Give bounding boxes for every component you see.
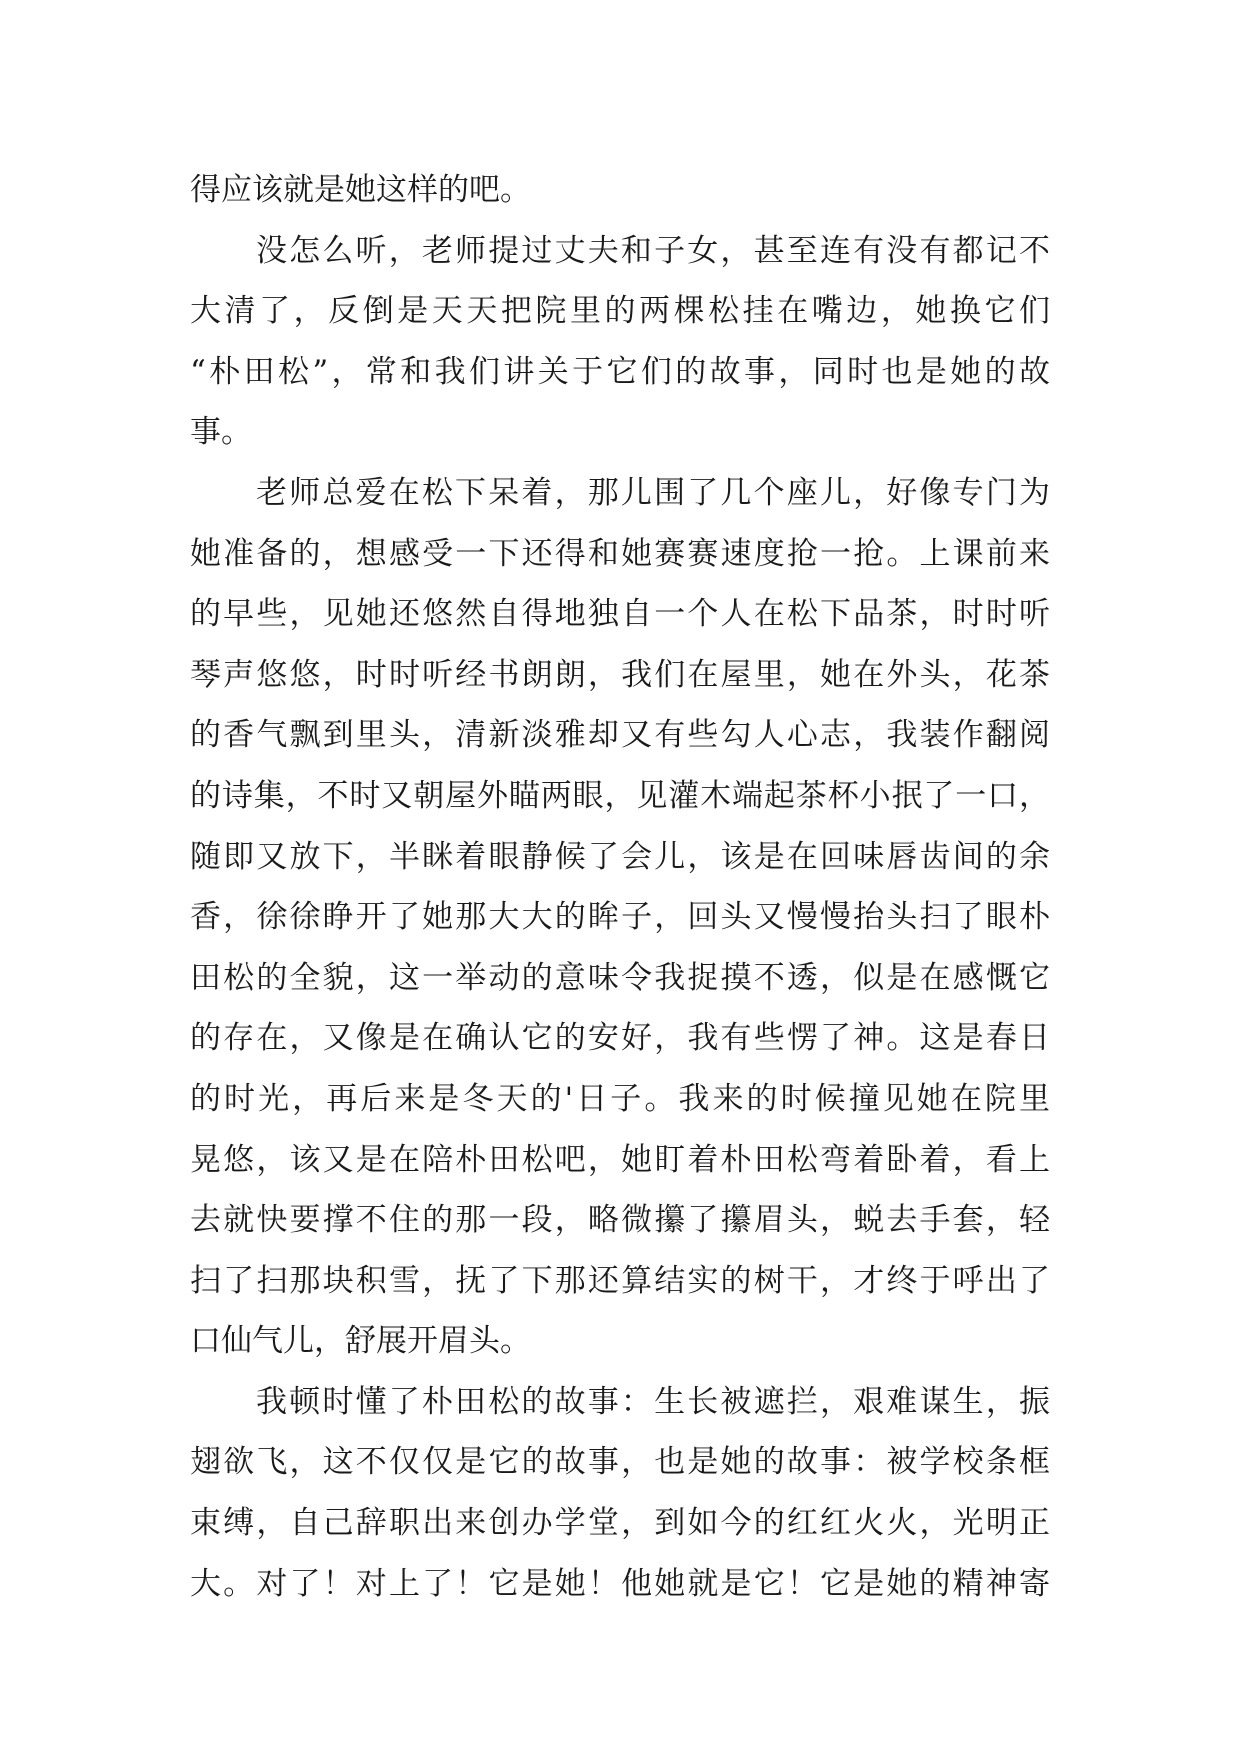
text-line: 大。对了！对上了！它是她！他她就是它！它是她的精神寄 — [190, 1565, 1050, 1602]
text-line: 口仙气儿，舒展开眉头。 — [190, 1323, 531, 1360]
text-line: 田松的全貌，这一举动的意味令我捉摸不透，似是在感慨它 — [190, 959, 1050, 996]
text-line: 得应该就是她这样的吧。 — [190, 172, 531, 208]
text-line: 我顿时懂了朴田松的故事：生长被遮拦，艰难谋生，振 — [256, 1383, 1050, 1420]
text-line: 老师总爱在松下呆着，那儿围了几个座儿，好像专门为 — [256, 474, 1050, 511]
text-line: 她准备的，想感受一下还得和她赛赛速度抢一抢。上课前来 — [190, 535, 1050, 572]
text-line: 扫了扫那块积雪，抚了下那还算结实的树干，才终于呼出了 — [190, 1262, 1050, 1299]
text-line: 的存在，又像是在确认它的安好，我有些愣了神。这是春日 — [190, 1020, 1050, 1057]
text-line: 随即又放下，半眯着眼静候了会儿，该是在回味唇齿间的余 — [190, 838, 1050, 875]
text-line: 的香气飘到里头，清新淡雅却又有些勾人心志，我装作翻阅 — [190, 717, 1050, 754]
text-line: 的诗集，不时又朝屋外瞄两眼，见灌木端起茶杯小抿了一口， — [190, 777, 1050, 814]
document-text-body — [190, 160, 1050, 1614]
text-line: 翅欲飞，这不仅仅是它的故事，也是她的故事：被学校条框 — [190, 1444, 1050, 1481]
text-line: 的早些，见她还悠然自得地独自一个人在松下品茶，时时听 — [190, 596, 1050, 633]
text-line: 大清了，反倒是天天把院里的两棵松挂在嘴边，她换它们 — [190, 293, 1050, 330]
text-line: 束缚，自己辞职出来创办学堂，到如今的红红火火，光明正 — [190, 1505, 1050, 1542]
text-line: 事。 — [190, 414, 252, 451]
text-line: 香，徐徐睁开了她那大大的眸子，回头又慢慢抬头扫了眼朴 — [190, 899, 1050, 936]
text-line: “朴田松”，常和我们讲关于它们的故事，同时也是她的故 — [190, 353, 1050, 390]
text-line: 琴声悠悠，时时听经书朗朗，我们在屋里，她在外头，花茶 — [190, 656, 1050, 693]
text-line: 的时光，再后来是冬天的'日子。我来的时候撞见她在院里 — [190, 1080, 1050, 1117]
text-line: 晃悠，该又是在陪朴田松吧，她盯着朴田松弯着卧着，看上 — [190, 1141, 1050, 1178]
text-line: 没怎么听，老师提过丈夫和子女，甚至连有没有都记不 — [256, 232, 1050, 269]
text-line: 去就快要撑不住的那一段，略微攥了攥眉头，蜕去手套，轻 — [190, 1202, 1050, 1239]
